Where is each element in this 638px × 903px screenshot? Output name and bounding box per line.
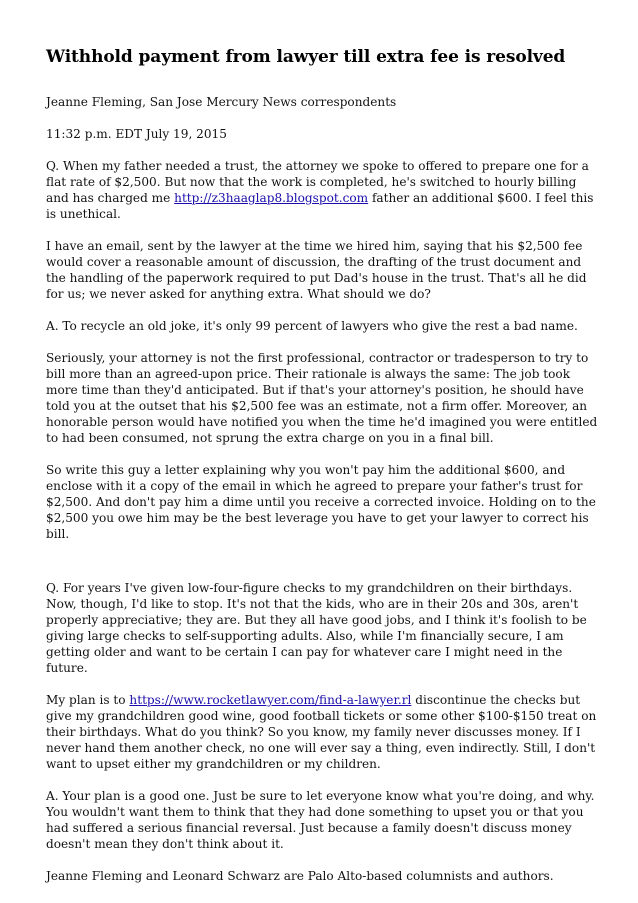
section-spacer: [46, 558, 598, 580]
document-page: [46, 46, 598, 900]
byline: Jeanne Fleming, San Jose Mercury News correspondents: [46, 95, 397, 109]
question-1-text-end: father an additional $600. I feel this is unethical.: [46, 191, 594, 221]
author-note: Jeanne Fleming and Leonard Schwarz are Palo Alto-based columnists and authors.: [46, 869, 554, 883]
dateline: 11:32 p.m. EDT July 19, 2015: [46, 127, 227, 141]
answer-2-paragraph: A. Your plan is a good one. Just be sure to let everyone know what you're doing, and why. You wouldn't want them to think that they had done something to upset you or that you had suffered a serious financial reversal. Just because a family doesn't discuss money doesn't mean they don't think about it.: [46, 789, 595, 851]
question-2-text-start: My plan is to: [46, 693, 130, 707]
answer-1-paragraph: A. To recycle an old joke, it's only 99 percent of lawyers who give the rest a bad name.: [46, 319, 578, 333]
question-2-text-end: discontinue the checks but give my grandchildren good wine, good football tickets or some other $100-$150 treat on their birthdays. What do you think? So you know, my family never discusses money. If I never hand them another check, no one will ever say a thing, even indirectly. Still, I don't want to upset either my grandchildren or my children.: [46, 693, 597, 771]
article-title: Withhold payment from lawyer till extra fee is resolved: [46, 47, 566, 67]
question-1-paragraph: [46, 158, 598, 222]
question-1-followup-paragraph: I have an email, sent by the lawyer at the time we hired him, saying that his $2,500 fee would cover a reasonable amount of discussion, the drafting of the trust document and the handling of the paperwork required to put Dad's house in the trust. That's all he did for us; we never asked for anything extra. What should we do?: [46, 239, 587, 301]
answer-1-advice-paragraph: So write this guy a letter explaining why you won't pay him the additional $600, and enclose with it a copy of the email in which he agreed to prepare your father's trust for $2,500. And don't pay him a dime until you receive a corrected invoice. Holding on to the $2,500 you owe him may be the best leverage you have to get your lawyer to correct his bill.: [46, 463, 596, 541]
blogspot-link[interactable]: http://z3haaglap8.blogspot.com: [174, 191, 369, 205]
answer-1-body-paragraph: Seriously, your attorney is not the first professional, contractor or tradesperson to try to bill more than an agreed-upon price. Their rationale is always the same: The job took more time than they'd anticipated. But if that's your attorney's position, he should have told you at the outset that his $2,500 fee was an estimate, not a firm offer. Moreover, an honorable person would have notified you when the time he'd imagined you were entitled to had been consumed, not sprung the extra charge on you in a final bill.: [46, 351, 598, 445]
question-1-text-start: Q. When my father needed a trust, the attorney we spoke to offered to prepare one for a flat rate of $2,500. But now that the work is completed, he's switched to hourly billing and has charged me: [46, 159, 589, 205]
question-2-paragraph: Q. For years I've given low-four-figure checks to my grandchildren on their birthdays. Now, though, I'd like to stop. It's not that the kids, who are in their 20s and 30s, aren't properly appreciative; they are. But they all have good jobs, and I think it's foolish to be giving large checks to self-supporting adults. Also, while I'm financially secure, I am getting older and want to be certain I can pay for whatever care I might need in the future.: [46, 581, 587, 675]
question-2-plan-paragraph: [46, 692, 598, 772]
rocketlawyer-link[interactable]: https://www.rocketlawyer.com/find-a-lawyer.rl: [129, 693, 412, 707]
